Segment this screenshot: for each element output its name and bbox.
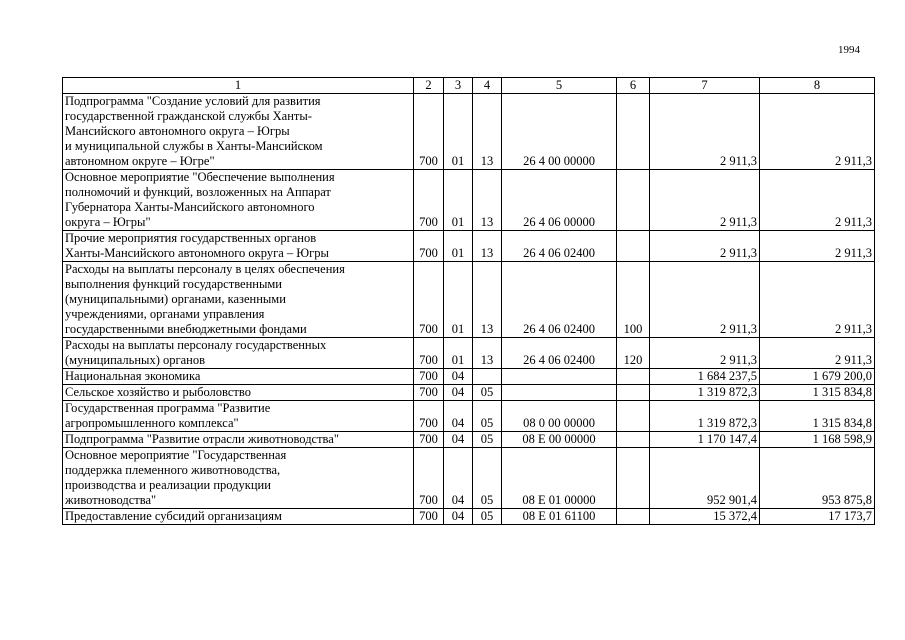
item-name-line: государственной гражданской службы Ханты- [65, 109, 312, 123]
cell-section: 04 [444, 385, 473, 401]
cell-ministry: 700 [414, 385, 444, 401]
cell-target-article: 08 Е 01 00000 [502, 448, 617, 509]
cell-ministry: 700 [414, 401, 444, 432]
cell-section: 04 [444, 448, 473, 509]
cell-item-name [63, 432, 414, 448]
item-name-line: производства и реализации продукции [65, 478, 271, 492]
item-name-line: Государственная программа "Развитие [65, 401, 271, 415]
cell-item-name [63, 170, 414, 231]
item-name-line: Предоставление субсидий организациям [65, 509, 282, 523]
cell-target-article [502, 369, 617, 385]
cell-amount-year2: 2 911,3 [760, 231, 875, 262]
item-name-line: поддержка племенного животноводства, [65, 463, 281, 477]
item-name-line: Ханты-Мансийского автономного округа – Югры [65, 246, 329, 260]
item-name-line: (муниципальными) органами, казенными [65, 292, 286, 306]
item-name-line: животноводства" [65, 493, 157, 507]
cell-item-name [63, 338, 414, 369]
item-name-line: Прочие мероприятия государственных органов [65, 231, 317, 245]
table-body [63, 94, 875, 525]
cell-amount-year1: 2 911,3 [650, 231, 760, 262]
column-header: 3 [444, 78, 473, 94]
cell-expense-type [617, 432, 650, 448]
table-row [63, 338, 875, 369]
item-name-line: Основное мероприятие "Государственная [65, 448, 287, 462]
item-name-line: автономном округе – Югре" [65, 154, 215, 168]
cell-amount-year1: 2 911,3 [650, 262, 760, 338]
cell-expense-type: 120 [617, 338, 650, 369]
item-name-line: Национальная экономика [65, 369, 201, 383]
item-name-line: Подпрограмма "Развитие отрасли животноводства" [65, 432, 339, 446]
item-name-line: Расходы на выплаты персоналу государственных [65, 338, 327, 352]
cell-amount-year2: 2 911,3 [760, 94, 875, 170]
cell-amount-year1: 1 684 237,5 [650, 369, 760, 385]
cell-section: 01 [444, 338, 473, 369]
cell-expense-type [617, 231, 650, 262]
item-name-line: Расходы на выплаты персоналу в целях обеспечения [65, 262, 345, 276]
cell-amount-year2: 2 911,3 [760, 338, 875, 369]
item-name-line: учреждениями, органами управления [65, 307, 265, 321]
cell-target-article: 08 Е 01 61100 [502, 509, 617, 525]
cell-section: 04 [444, 509, 473, 525]
item-name-line: Основное мероприятие "Обеспечение выполнения [65, 170, 335, 184]
cell-amount-year2: 2 911,3 [760, 170, 875, 231]
cell-subsection: 05 [473, 401, 502, 432]
column-header: 4 [473, 78, 502, 94]
cell-expense-type [617, 369, 650, 385]
cell-target-article: 26 4 00 00000 [502, 94, 617, 170]
table-row [63, 231, 875, 262]
cell-amount-year2: 1 679 200,0 [760, 369, 875, 385]
cell-amount-year1: 2 911,3 [650, 338, 760, 369]
cell-section: 04 [444, 401, 473, 432]
cell-item-name [63, 369, 414, 385]
table-row [63, 448, 875, 509]
cell-expense-type [617, 170, 650, 231]
item-name-line: полномочий и функций, возложенных на Аппарат [65, 185, 331, 199]
cell-amount-year1: 1 319 872,3 [650, 385, 760, 401]
cell-amount-year2: 953 875,8 [760, 448, 875, 509]
item-name-line: Мансийского автономного округа – Югры [65, 124, 290, 138]
cell-expense-type [617, 401, 650, 432]
cell-expense-type [617, 385, 650, 401]
cell-subsection: 13 [473, 94, 502, 170]
table-row [63, 94, 875, 170]
column-header: 5 [502, 78, 617, 94]
cell-target-article: 08 0 00 00000 [502, 401, 617, 432]
cell-subsection: 13 [473, 262, 502, 338]
column-header: 7 [650, 78, 760, 94]
cell-section: 04 [444, 369, 473, 385]
cell-amount-year2: 2 911,3 [760, 262, 875, 338]
cell-subsection [473, 369, 502, 385]
item-name-line: государственными внебюджетными фондами [65, 322, 307, 336]
cell-subsection: 05 [473, 385, 502, 401]
cell-subsection: 05 [473, 448, 502, 509]
cell-subsection: 05 [473, 509, 502, 525]
cell-item-name [63, 94, 414, 170]
cell-target-article: 26 4 06 02400 [502, 338, 617, 369]
cell-ministry: 700 [414, 231, 444, 262]
cell-amount-year2: 1 168 598,9 [760, 432, 875, 448]
cell-expense-type [617, 94, 650, 170]
cell-amount-year2: 17 173,7 [760, 509, 875, 525]
item-name-line: Губернатора Ханты-Мансийского автономного [65, 200, 315, 214]
cell-amount-year1: 15 372,4 [650, 509, 760, 525]
item-name-line: Сельское хозяйство и рыболовство [65, 385, 251, 399]
cell-subsection: 13 [473, 338, 502, 369]
budget-table [62, 77, 875, 525]
cell-item-name [63, 509, 414, 525]
cell-expense-type [617, 448, 650, 509]
cell-amount-year2: 1 315 834,8 [760, 385, 875, 401]
page-number: 1994 [838, 44, 860, 56]
cell-target-article: 26 4 06 00000 [502, 170, 617, 231]
item-name-line: округа – Югры" [65, 215, 151, 229]
cell-expense-type: 100 [617, 262, 650, 338]
cell-item-name [63, 231, 414, 262]
cell-target-article: 26 4 06 02400 [502, 262, 617, 338]
cell-amount-year1: 952 901,4 [650, 448, 760, 509]
cell-ministry: 700 [414, 369, 444, 385]
table-row [63, 432, 875, 448]
table-row [63, 509, 875, 525]
item-name-line: (муниципальных) органов [65, 353, 206, 367]
cell-ministry: 700 [414, 262, 444, 338]
column-header: 1 [63, 78, 414, 94]
header-row [63, 78, 875, 94]
cell-ministry: 700 [414, 509, 444, 525]
cell-item-name [63, 448, 414, 509]
table-row [63, 385, 875, 401]
cell-ministry: 700 [414, 338, 444, 369]
table-row [63, 262, 875, 338]
cell-target-article [502, 385, 617, 401]
column-header: 6 [617, 78, 650, 94]
cell-ministry: 700 [414, 94, 444, 170]
cell-section: 01 [444, 170, 473, 231]
cell-target-article: 08 Е 00 00000 [502, 432, 617, 448]
cell-section: 01 [444, 94, 473, 170]
cell-item-name [63, 401, 414, 432]
item-name-line: Подпрограмма "Создание условий для развития [65, 94, 321, 108]
cell-item-name [63, 262, 414, 338]
cell-subsection: 05 [473, 432, 502, 448]
cell-ministry: 700 [414, 448, 444, 509]
cell-amount-year1: 2 911,3 [650, 94, 760, 170]
table-row [63, 401, 875, 432]
table-row [63, 170, 875, 231]
cell-subsection: 13 [473, 231, 502, 262]
cell-target-article: 26 4 06 02400 [502, 231, 617, 262]
cell-amount-year1: 2 911,3 [650, 170, 760, 231]
column-header: 2 [414, 78, 444, 94]
item-name-line: выполнения функций государственными [65, 277, 282, 291]
item-name-line: агропромышленного комплекса" [65, 416, 239, 430]
cell-item-name [63, 385, 414, 401]
cell-expense-type [617, 509, 650, 525]
column-header: 8 [760, 78, 875, 94]
cell-section: 01 [444, 231, 473, 262]
cell-ministry: 700 [414, 432, 444, 448]
cell-amount-year1: 1 319 872,3 [650, 401, 760, 432]
cell-section: 01 [444, 262, 473, 338]
cell-amount-year2: 1 315 834,8 [760, 401, 875, 432]
table-row [63, 369, 875, 385]
item-name-line: и муниципальной службы в Ханты-Мансийском [65, 139, 323, 153]
cell-section: 04 [444, 432, 473, 448]
cell-amount-year1: 1 170 147,4 [650, 432, 760, 448]
cell-ministry: 700 [414, 170, 444, 231]
cell-subsection: 13 [473, 170, 502, 231]
